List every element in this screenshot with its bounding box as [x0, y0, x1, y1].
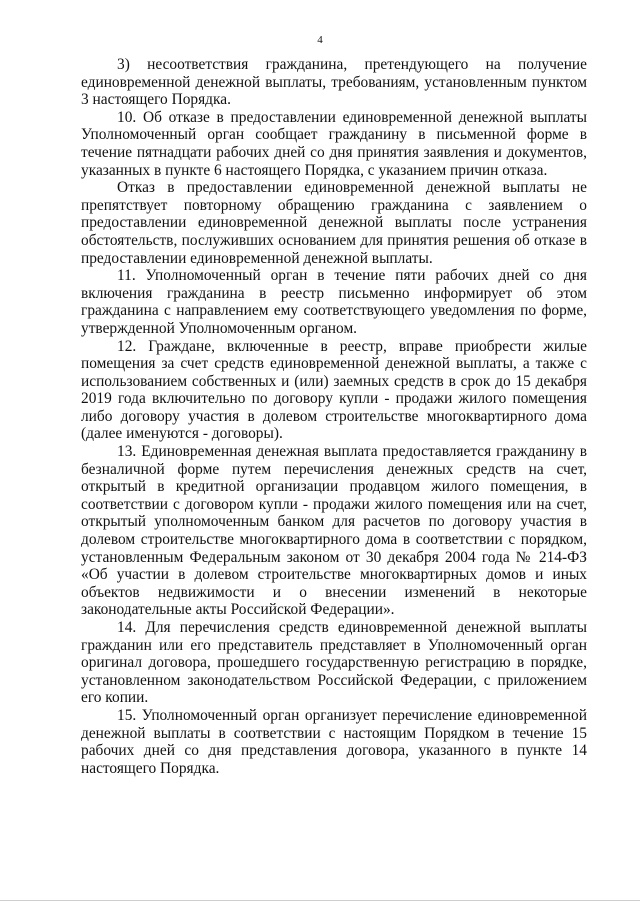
- document-body: [81, 56, 587, 777]
- page-number: 4: [317, 34, 323, 46]
- paragraph-15: 15. Уполномоченный орган организует перечисление единовременной денежной выплаты в соответствии с настоящим Порядком в течение 15 рабочих дней со дня представления договора, указанного в пункте 14 настоящего Порядка.: [81, 706, 587, 777]
- paragraph-10: 10. Об отказе в предоставлении единовременной денежной выплаты Уполномоченный орган сообщает гражданину в письменной форме в течение пятнадцати рабочих дней со дня принятия заявления и документов, указанных в пункте 6 настоящего Порядка, с указанием причин отказа.: [81, 108, 587, 179]
- paragraph-14: 14. Для перечисления средств единовременной денежной выплаты гражданин или его представитель представляет в Уполномоченный орган оригинал договора, прошедшего государственную регистрацию в порядке, установленном законодательством Российской Федерации, с приложением его копии.: [81, 619, 587, 707]
- paragraph-11: 11. Уполномоченный орган в течение пяти рабочих дней со дня включения гражданина в реестр письменно информирует об этом гражданина с направлением ему соответствующего уведомления по форме, утвержденной Уполномоченным органом.: [81, 267, 587, 337]
- paragraph-item-3: 3) несоответствия гражданина, претендующего на получение единовременной денежной выплаты, требованиям, установленным пунктом 3 настоящего Порядка.: [81, 56, 587, 109]
- paragraph-13: 13. Единовременная денежная выплата предоставляется гражданину в безналичной форме путем перечисления денежных средств на счет, открытый в кредитной организации продавцом жилого помещения, в соответствии с договором купли - продажи жилого помещения или на счет, открытый уполномоченным банком для расчетов по договору участия в долевом строительстве многоквартирного дома в соответствии с порядком, установленным Федеральным законом от 30 декабря 2004 года № 214-ФЗ «Об участии в долевом строительстве многоквартирных домов и иных объектов недвижимости и о внесении изменений в некоторые законодательные акты Российской Федерации».: [81, 443, 587, 619]
- paragraph-12: 12. Граждане, включенные в реестр, вправе приобрести жилые помещения за счет средств единовременной денежной выплаты, а также с использованием собственных и (или) заемных средств в срок до 15 декабря 2019 года включительно по договору купли - продажи жилого помещения либо договору участия в долевом строительстве многоквартирного дома (далее именуются - договоры).: [81, 337, 587, 443]
- scan-edge-divider: [0, 900, 640, 901]
- paragraph-10-refusal: Отказ в предоставлении единовременной денежной выплаты не препятствует повторному обращению гражданина с заявлением о предоставлении единовременной денежной выплаты после устранения обстоятельств, послуживших основанием для принятия решения об отказе в предоставлении единовременной денежной выплаты.: [81, 179, 587, 267]
